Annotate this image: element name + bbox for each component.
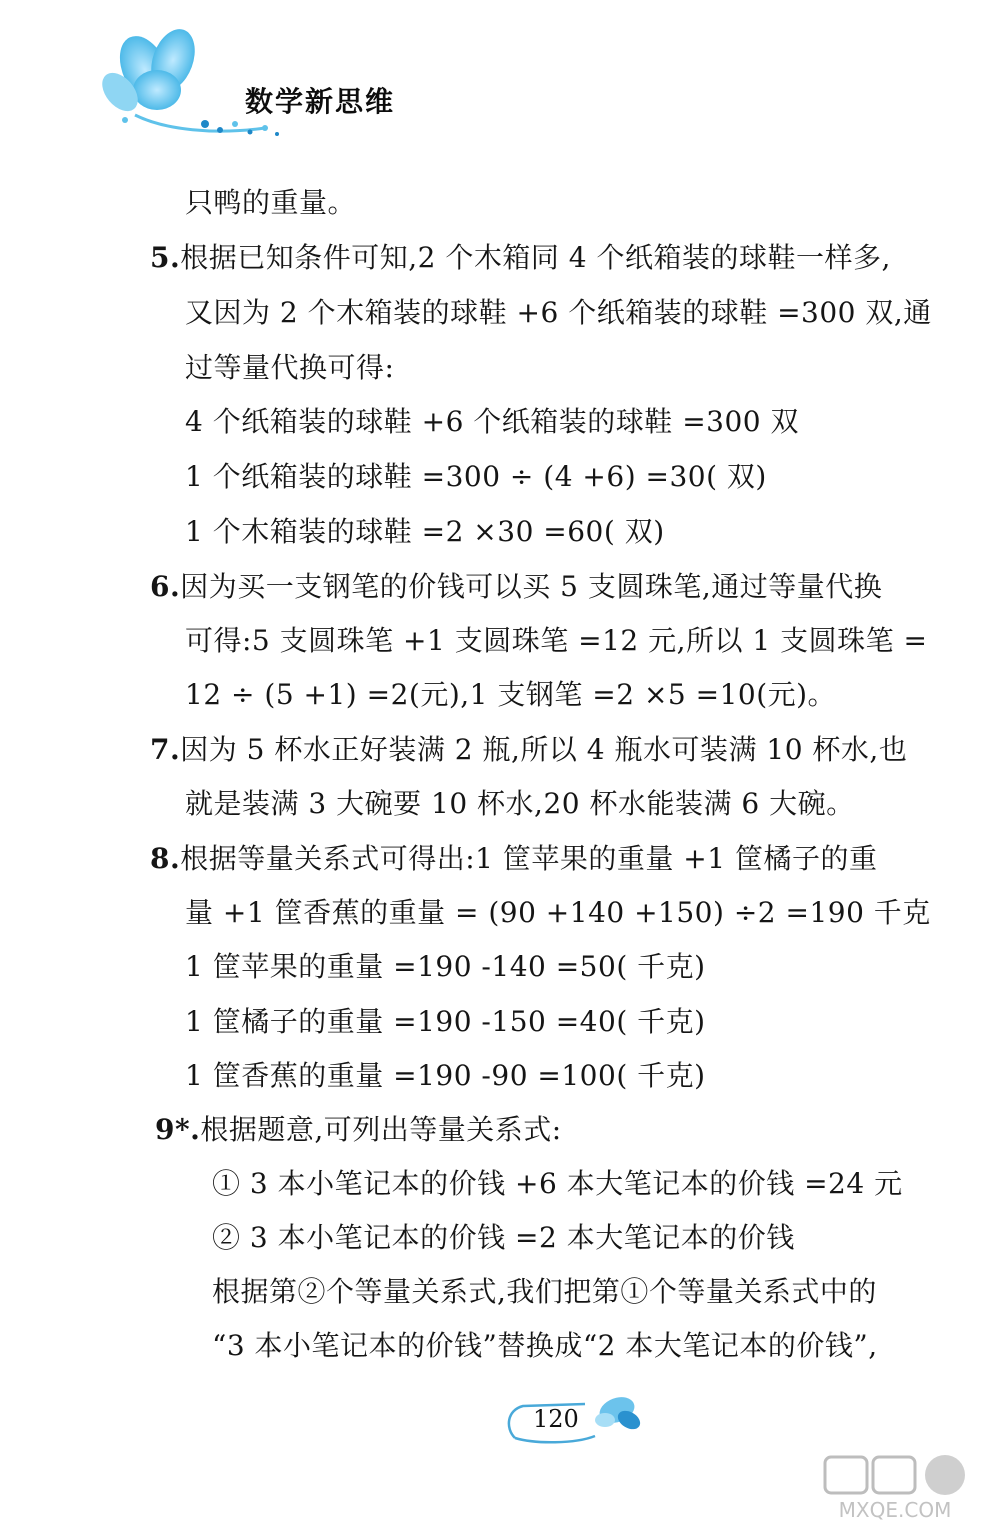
text-line: 4 个纸箱装的球鞋 +6 个纸箱装的球鞋 =300 双 <box>185 405 799 438</box>
book-title: 数学新思维 <box>245 85 396 118</box>
text-line: 5.根据已知条件可知,2 个木箱同 4 个纸箱装的球鞋一样多, <box>150 241 891 274</box>
text-line: ② 3 本小笔记本的价钱 =2 本大笔记本的价钱 <box>212 1221 795 1254</box>
header <box>95 20 425 160</box>
watermark-text: MXQE.COM <box>838 1498 952 1522</box>
text-line: “3 本小笔记本的价钱”替换成“2 本大笔记本的价钱”, <box>212 1329 878 1362</box>
text-line: 1 筐橘子的重量 =190 -150 =40( 千克) <box>185 1005 706 1038</box>
text-line: 8.根据等量关系式可得出:1 筐苹果的重量 +1 筐橘子的重 <box>150 842 878 875</box>
text-line: 7.因为 5 杯水正好装满 2 瓶,所以 4 瓶水可装满 10 杯水,也 <box>150 733 908 766</box>
text-line: 6.因为买一支钢笔的价钱可以买 5 支圆珠笔,通过等量代换 <box>150 570 883 603</box>
text-line: 9*.根据题意,可列出等量关系式: <box>155 1113 562 1146</box>
page-footer <box>505 1388 650 1448</box>
text-line: 1 个木箱装的球鞋 =2 ×30 =60( 双) <box>185 515 665 548</box>
watermark-icon <box>795 1455 995 1525</box>
text-line: 1 个纸箱装的球鞋 =300 ÷ (4 +6) =30( 双) <box>185 460 767 493</box>
text-line: 根据第②个等量关系式,我们把第①个等量关系式中的 <box>212 1275 877 1308</box>
text-line: 1 筐香蕉的重量 =190 -90 =100( 千克) <box>185 1059 706 1092</box>
text-line: 就是装满 3 大碗要 10 杯水,20 杯水能装满 6 大碗。 <box>185 787 855 820</box>
text-line: 可得:5 支圆珠笔 +1 支圆珠笔 =12 元,所以 1 支圆珠笔 = <box>185 624 928 657</box>
text-line: 又因为 2 个木箱装的球鞋 +6 个纸箱装的球鞋 =300 双,通 <box>185 296 932 329</box>
watermark-logo <box>795 1455 995 1525</box>
text-line: 过等量代换可得: <box>185 351 395 384</box>
text-line: 量 +1 筐香蕉的重量 = (90 +140 +150) ÷2 =190 千克 <box>185 896 931 929</box>
text-line: 只鸭的重量。 <box>185 186 357 219</box>
text-line: ① 3 本小笔记本的价钱 +6 本大笔记本的价钱 =24 元 <box>212 1167 903 1200</box>
text-line: 1 筐苹果的重量 =190 -140 =50( 千克) <box>185 950 706 983</box>
page-number: 120 <box>533 1405 579 1433</box>
text-line: 12 ÷ (5 +1) =2(元),1 支钢笔 =2 ×5 =10(元)。 <box>185 678 837 711</box>
